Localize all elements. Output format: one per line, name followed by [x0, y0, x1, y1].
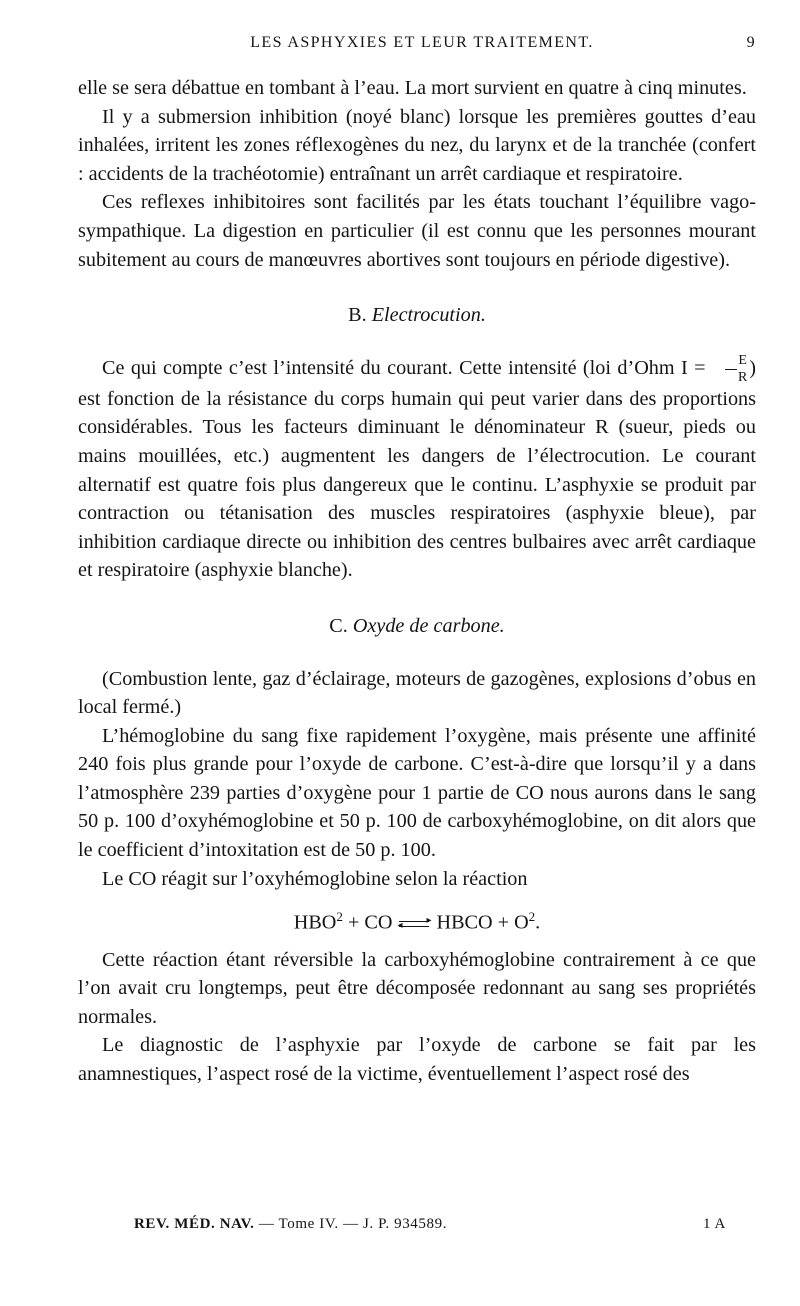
reversible-arrow-icon: ▸ ◂	[397, 915, 432, 932]
section-b-p1-start: Ce qui compte c’est l’intensité du courant. Cette intensité (loi d’Ohm	[102, 356, 681, 379]
reaction-rhs-sup: 2	[528, 909, 536, 925]
body-text	[78, 74, 756, 1089]
section-b-letter: B.	[348, 304, 367, 327]
reaction-end: .	[535, 911, 541, 934]
ohm-close: )	[749, 356, 757, 379]
reaction-plus-co: + CO	[342, 911, 398, 934]
reaction-lhs: HBO	[293, 911, 337, 934]
fraction-bar	[725, 369, 737, 370]
footer-signature: 1 A	[702, 1216, 726, 1232]
section-c-paragraph-3: Le CO réagit sur l’oxyhémoglobine selon la réaction	[102, 867, 528, 890]
ohm-fraction	[714, 354, 747, 385]
footer-rest: — Tome IV. — J. P. 934589.	[254, 1216, 448, 1232]
footer-citation	[134, 1216, 447, 1233]
section-b-heading	[78, 301, 756, 330]
section-c-paragraph-5: Le diagnostic de l’asphyxie par l’oxyde de carbone se fait par les anamnestiques, l’aspect rosé de la victime, éventuellement l’aspect rosé des	[78, 1034, 756, 1085]
section-c-paragraph-2: L’hémoglobine du sang fixe rapidement l’oxygène, mais présente une affinité 240 fois plus grande pour l’oxyde de carbone. C’est-à-dire que lorsqu’il y a dans l’atmosphère 239 parties d’oxygène pour 1 partie de CO nous aurons dans le sang 50 p. 100 d’oxyhémoglobine et 50 p. 100 de carboxyhémoglobine, on dit alors que le coefficient d’intoxitation est de 50 p. 100.	[78, 724, 756, 862]
intro-paragraph-3: Ces reflexes inhibitoires sont facilités par les états touchant l’équilibre vago-sympathique. La digestion en particulier (il est connu que les personnes mourant subitement au cours de manœuvres abortives sont toujours en période digestive).	[78, 191, 756, 271]
section-b-title: Electrocution.	[371, 304, 486, 327]
ohm-formula	[680, 352, 757, 385]
ohm-denominator: R	[737, 369, 748, 385]
ohm-numerator: E	[738, 352, 747, 368]
reaction-lhs-sup: 2	[336, 909, 343, 925]
section-c-heading	[78, 612, 756, 641]
section-c-title: Oxyde de carbone.	[352, 614, 505, 637]
section-c-letter: C.	[329, 614, 348, 637]
intro-paragraph-1: elle se sera débattue en tombant à l’eau. La mort survient en quatre à cinq minutes.	[78, 77, 747, 99]
running-head	[78, 34, 756, 74]
chemical-reaction	[78, 903, 756, 937]
intro-paragraph-2: Il y a submersion inhibition (noyé blanc) lorsque les premières gouttes d’eau inhalées, irritent les zones réflexogènes du nez, du larynx et de la tranchée (confert : accidents de la trachéotomie) entraînant un arrêt cardiaque et respiratoire.	[78, 105, 756, 185]
section-b-p1-end: est fonction de la résistance du corps humain qui peut varier dans des proportions considérables. Tous les facteurs diminuant le dénominateur R (sueur, pieds ou mains mouillées, etc.) augmentent les dangers de l’électrocution. Le courant alternatif est quatre fois plus dangereux que le continu. L’asphyxie se produit par contraction ou tétanisation des muscles respiratoires (asphyxie bleue), par inhibition cardiaque directe ou inhibition des centres bulbaires avec arrêt cardiaque et respiratoire (asphyxie blanche).	[78, 387, 756, 582]
reaction-rhs: HBCO + O	[431, 911, 529, 934]
section-b-paragraph-1	[78, 354, 756, 585]
page-number: 9	[746, 34, 756, 51]
footer-journal: REV. MÉD. NAV.	[134, 1216, 255, 1232]
section-c-paragraph-1: (Combustion lente, gaz d’éclairage, moteurs de gazogènes, explosions d’obus en local fermé.)	[78, 667, 756, 719]
running-head-title: LES ASPHYXIES ET LEUR TRAITEMENT.	[250, 34, 594, 51]
ohm-lhs: I =	[680, 356, 706, 379]
section-c-paragraph-4: Cette réaction étant réversible la carboxyhémoglobine contrairement à ce que l’on avait cru longtemps, peut être décomposée redonnant au sang ses propriétés normales.	[78, 948, 756, 1028]
page-footer	[134, 1216, 726, 1233]
